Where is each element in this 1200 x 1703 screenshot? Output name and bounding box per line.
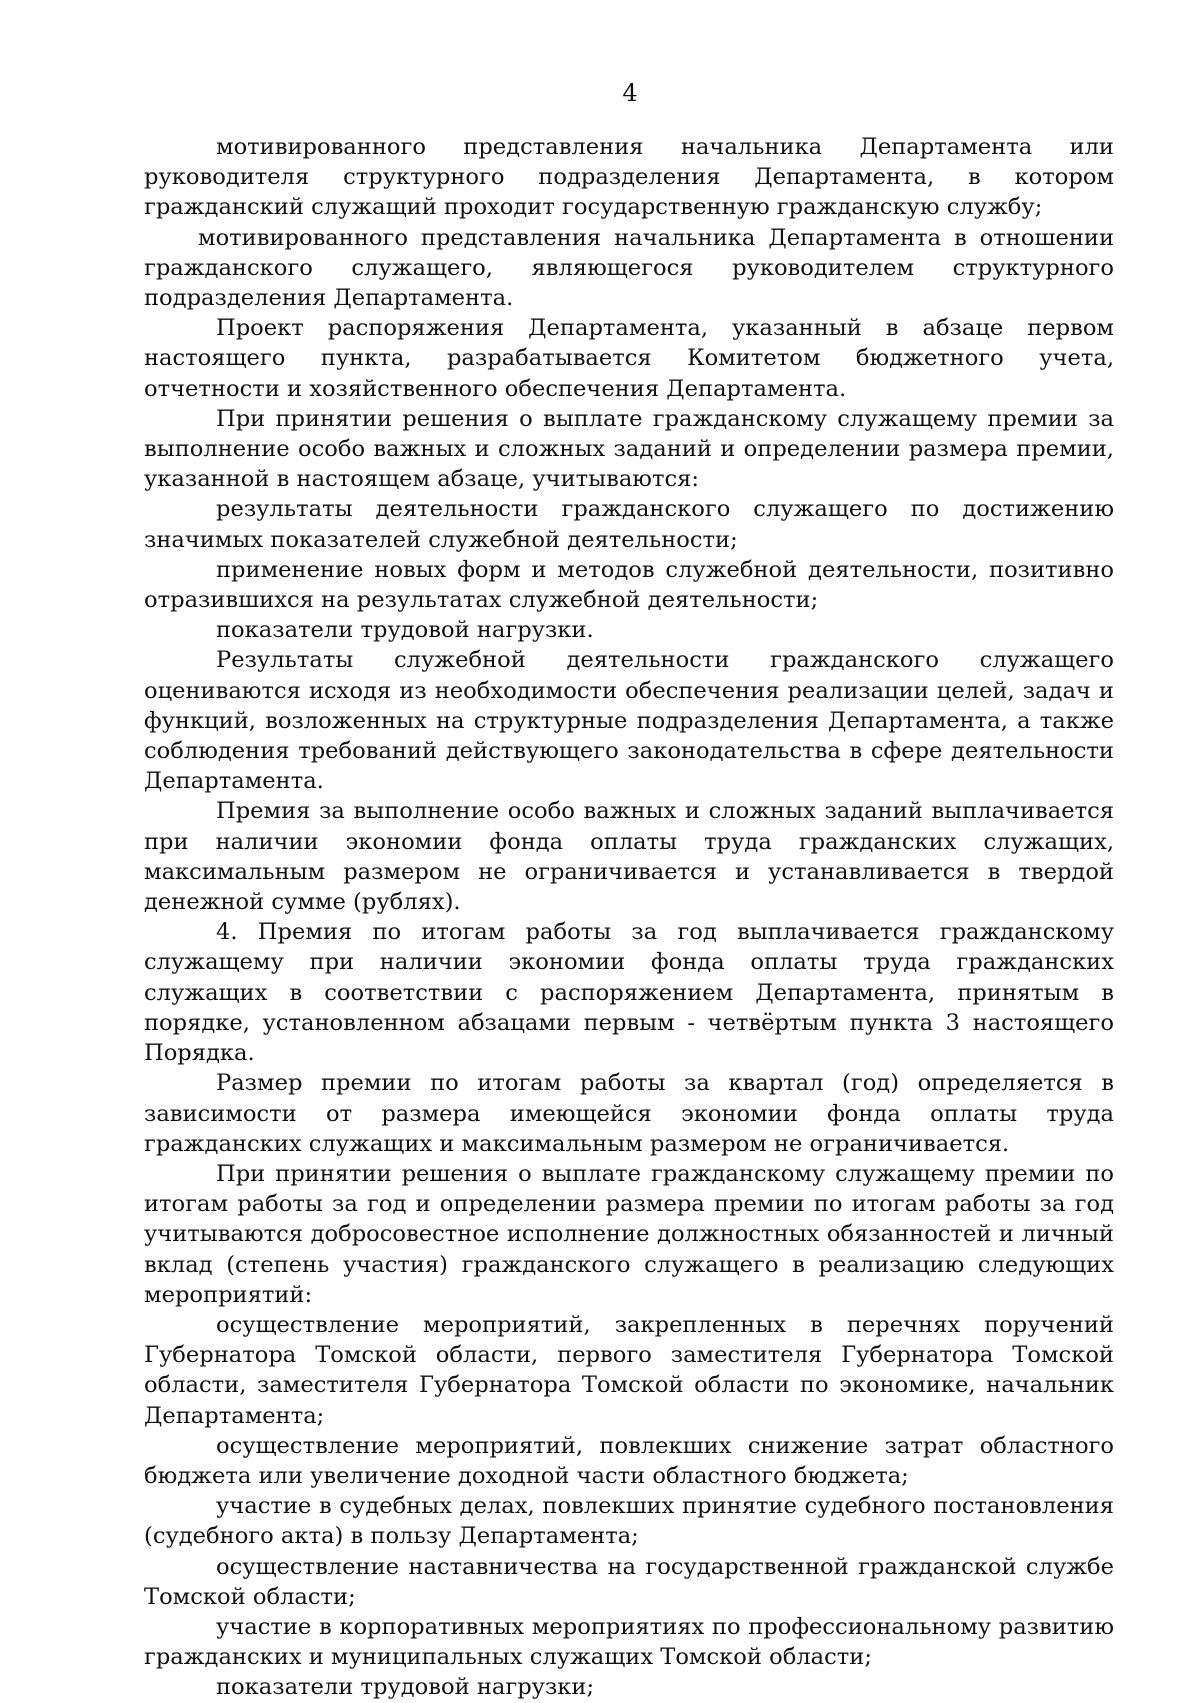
paragraph: Премия за выполнение особо важных и сложных заданий выплачивается при наличии экономии фонда оплаты труда гражданских служащих, максимальным размером не ограничивается и устанавливается в твердой денежной сумме (рублях). (144, 798, 1114, 916)
paragraph: осуществление наставничества на государственной гражданской службе Томской области; (144, 1553, 1114, 1610)
paragraph: Результаты служебной деятельности гражданского служащего оцениваются исходя из необходимости обеспечения реализации целей, задач и функций, возложенных на структурные подразделения Департамента, а также соблюдения требований действующего законодательства в сфере деятельности Департамента. (144, 647, 1114, 795)
paragraph: осуществление мероприятий, повлекших снижение затрат областного бюджета или увеличение доходной части областного бюджета; (144, 1432, 1114, 1489)
paragraph: участие в корпоративных мероприятиях по профессиональному развитию гражданских и муниципальных служащих Томской области; (144, 1613, 1114, 1671)
paragraph: участие в судебных делах, повлекших принятие судебного постановления (судебного акта) в пользу Департамента; (144, 1493, 1114, 1550)
paragraph: мотивированного представления начальника Департамента или руководителя структурного подразделения Департамента, в котором гражданский служащий проходит государственную гражданскую службу; (144, 134, 1114, 221)
paragraph: показатели трудовой нагрузки. (216, 617, 594, 644)
document-body (144, 132, 1114, 1703)
paragraph: результаты деятельности гражданского служащего по достижению значимых показателей служебной деятельности; (144, 496, 1114, 553)
paragraph: 4. Премия по итогам работы за год выплачивается гражданскому служащему при наличии экономии фонда оплаты труда гражданских служащих в соответствии с распоряжением Департамента, принятым в порядке, установленном абзацами первым - четвёртым пункта 3 настоящего Порядка. (144, 919, 1114, 1067)
paragraph: При принятии решения о выплате гражданскому служащему премии за выполнение особо важных и сложных заданий и определении размера премии, указанной в настоящем абзаце, учитываются: (144, 405, 1114, 493)
paragraph: применение новых форм и методов служебной деятельности, позитивно отразившихся на результатах служебной деятельности; (144, 556, 1114, 614)
paragraph: Проект распоряжения Департамента, указанный в абзаце первом настоящего пункта, разрабатывается Комитетом бюджетного учета, отчетности и хозяйственного обеспечения Департамента. (144, 315, 1114, 402)
paragraph: осуществление мероприятий, закрепленных в перечнях поручений Губернатора Томской области, первого заместителя Губернатора Томской области, заместителя Губернатора Томской области по экономике, начальник Департамента; (144, 1311, 1114, 1429)
paragraph: показатели трудовой нагрузки; (216, 1674, 595, 1701)
paragraph: мотивированного представления начальника Департамента в отношении гражданского служащего, являющегося руководителем структурного подразделения Департамента. (144, 224, 1114, 312)
paragraph: При принятии решения о выплате гражданскому служащему премии по итогам работы за год и определении размера премии по итогам работы за год учитываются добросовестное исполнение должностных обязанностей и личный вклад (степень участия) гражданского служащего в реализацию следующих мероприятий: (144, 1160, 1114, 1308)
paragraph: Размер премии по итогам работы за квартал (год) определяется в зависимости от размера имеющейся экономии фонда оплаты труда гражданских служащих и максимальным размером не ограничивается. (144, 1070, 1114, 1157)
page-number: 4 (622, 79, 638, 107)
